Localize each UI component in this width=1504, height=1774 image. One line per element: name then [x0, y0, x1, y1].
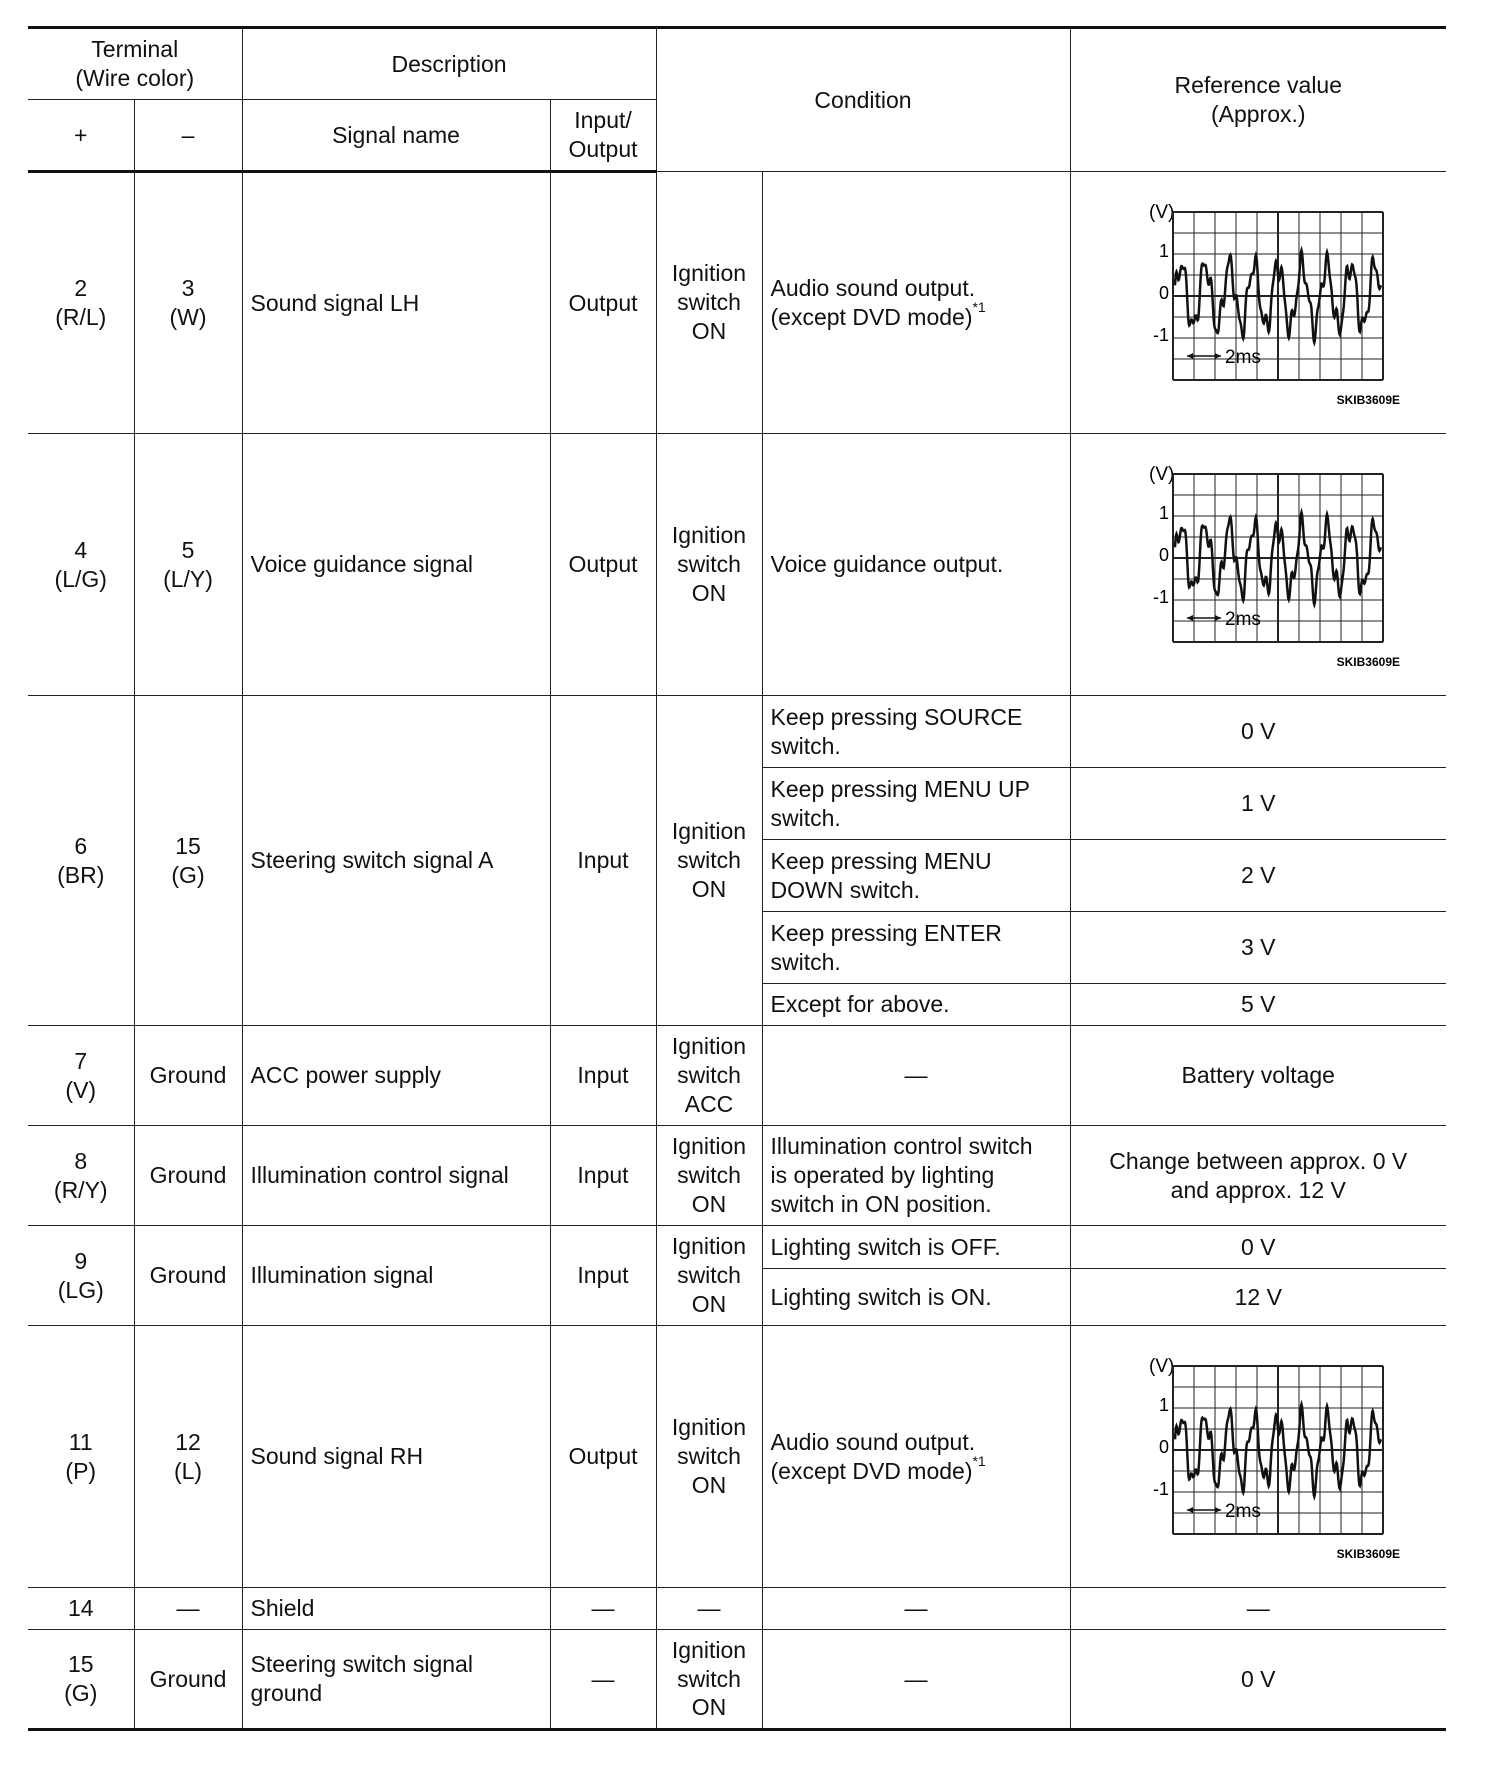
- waveform-cell: [1070, 1326, 1446, 1588]
- condition-text: Except for above.: [762, 984, 1070, 1026]
- ignition-state: Ignition switch ON: [656, 1630, 762, 1730]
- description-header: Description: [242, 28, 656, 100]
- reference-value: Change between approx. 0 V and approx. 12 V: [1070, 1126, 1446, 1226]
- plus-terminal: 8 (R/Y): [28, 1126, 134, 1226]
- waveform-tick: 0: [1159, 282, 1170, 303]
- signal-name: Steering switch signal A: [242, 696, 550, 1026]
- reference-value: 0 V: [1070, 696, 1446, 768]
- plus-terminal: 11 (P): [28, 1326, 134, 1588]
- minus-terminal: 15 (G): [134, 696, 242, 1026]
- waveform-tick: -1: [1153, 586, 1170, 607]
- io-value: Input: [550, 1126, 656, 1226]
- reference-value: 5 V: [1070, 984, 1446, 1026]
- signal-name-header: Signal name: [242, 100, 550, 172]
- figure-code: SKIB3609E: [1336, 1546, 1401, 1561]
- plus-terminal: 7 (V): [28, 1026, 134, 1126]
- plus-header: +: [28, 100, 134, 172]
- condition-text: Audio sound output. (except DVD mode)$^{*1}$: [762, 172, 1070, 434]
- io-value: Output: [550, 1326, 656, 1588]
- plus-terminal: 2 (R/L): [28, 172, 134, 434]
- minus-terminal: —: [134, 1588, 242, 1630]
- waveform-time-label: 2ms: [1225, 346, 1262, 368]
- condition-text: Keep pressing MENU DOWN switch.: [762, 840, 1070, 912]
- plus-terminal: 9 (LG): [28, 1226, 134, 1326]
- condition-text: Voice guidance output.: [762, 434, 1070, 696]
- waveform-unit: (V): [1149, 1355, 1175, 1377]
- reference-value: 0 V: [1070, 1226, 1446, 1269]
- reference-value: Battery voltage: [1070, 1026, 1446, 1126]
- io-value: —: [550, 1588, 656, 1630]
- signal-name: Sound signal LH: [242, 172, 550, 434]
- figure-code: SKIB3609E: [1336, 392, 1401, 407]
- condition-text: Lighting switch is ON.: [762, 1269, 1070, 1326]
- ignition-state: Ignition switch ON: [656, 696, 762, 1026]
- reference-header: Reference value (Approx.): [1070, 28, 1446, 172]
- waveform-tick: 0: [1159, 1436, 1170, 1457]
- condition-text: Illumination control switch is operated by lighting switch in ON position.: [762, 1126, 1070, 1226]
- condition-text: Audio sound output. (except DVD mode)$^{*1}$: [762, 1326, 1070, 1588]
- signal-name: Illumination control signal: [242, 1126, 550, 1226]
- figure-code: SKIB3609E: [1336, 654, 1401, 669]
- minus-terminal: 3 (W): [134, 172, 242, 434]
- ignition-state: Ignition switch ON: [656, 1126, 762, 1226]
- io-value: Output: [550, 434, 656, 696]
- waveform-tick: 1: [1159, 240, 1170, 261]
- reference-value: 12 V: [1070, 1269, 1446, 1326]
- signal-name: ACC power supply: [242, 1026, 550, 1126]
- terminal-spec-table: [28, 26, 1446, 1731]
- time-scale-marker: [1187, 615, 1221, 621]
- waveform-tick: 1: [1159, 502, 1170, 523]
- waveform-cell: [1070, 434, 1446, 696]
- waveform-unit: (V): [1149, 463, 1175, 485]
- table-row: [28, 172, 1446, 434]
- signal-name: Shield: [242, 1588, 550, 1630]
- terminal-header: Terminal (Wire color): [28, 28, 242, 100]
- waveform-tick: -1: [1153, 1478, 1170, 1499]
- io-value: Output: [550, 172, 656, 434]
- io-value: —: [550, 1630, 656, 1730]
- waveform-chart: [1113, 1348, 1403, 1566]
- signal-name: Steering switch signal ground: [242, 1630, 550, 1730]
- condition-text: Lighting switch is OFF.: [762, 1226, 1070, 1269]
- minus-terminal: Ground: [134, 1026, 242, 1126]
- waveform-chart: [1113, 456, 1403, 674]
- minus-terminal: 5 (L/Y): [134, 434, 242, 696]
- ignition-state: Ignition switch ON: [656, 1326, 762, 1588]
- signal-name: Illumination signal: [242, 1226, 550, 1326]
- signal-name: Sound signal RH: [242, 1326, 550, 1588]
- ignition-state: Ignition switch ON: [656, 434, 762, 696]
- table-row: [28, 1630, 1446, 1730]
- time-scale-marker: [1187, 353, 1221, 359]
- condition-text: Keep pressing SOURCE switch.: [762, 696, 1070, 768]
- waveform-chart: [1113, 194, 1403, 412]
- plus-terminal: 15 (G): [28, 1630, 134, 1730]
- reference-value: 0 V: [1070, 1630, 1446, 1730]
- waveform-time-label: 2ms: [1225, 608, 1262, 630]
- reference-value: 3 V: [1070, 912, 1446, 984]
- waveform-time-label: 2ms: [1225, 1500, 1262, 1522]
- signal-name: Voice guidance signal: [242, 434, 550, 696]
- table-row: [28, 1588, 1446, 1630]
- condition-text: Keep pressing MENU UP switch.: [762, 768, 1070, 840]
- io-header: Input/ Output: [550, 100, 656, 172]
- plus-terminal: 6 (BR): [28, 696, 134, 1026]
- ignition-state: Ignition switch ON: [656, 1226, 762, 1326]
- minus-terminal: Ground: [134, 1630, 242, 1730]
- ignition-state: Ignition switch ACC: [656, 1026, 762, 1126]
- table-row: [28, 696, 1446, 768]
- io-value: Input: [550, 1226, 656, 1326]
- minus-terminal: 12 (L): [134, 1326, 242, 1588]
- time-scale-marker: [1187, 1507, 1221, 1513]
- plus-terminal: 14: [28, 1588, 134, 1630]
- reference-value: —: [1070, 1588, 1446, 1630]
- io-value: Input: [550, 1026, 656, 1126]
- waveform-tick: -1: [1153, 324, 1170, 345]
- ignition-state: —: [656, 1588, 762, 1630]
- minus-header: –: [134, 100, 242, 172]
- ignition-state: Ignition switch ON: [656, 172, 762, 434]
- minus-terminal: Ground: [134, 1126, 242, 1226]
- reference-value: 2 V: [1070, 840, 1446, 912]
- condition-text: —: [762, 1026, 1070, 1126]
- waveform-cell: [1070, 172, 1446, 434]
- table-row: [28, 1126, 1446, 1226]
- condition-text: —: [762, 1630, 1070, 1730]
- waveform-unit: (V): [1149, 201, 1175, 223]
- plus-terminal: 4 (L/G): [28, 434, 134, 696]
- table-row: [28, 1026, 1446, 1126]
- condition-header: Condition: [656, 28, 1070, 172]
- waveform-tick: 0: [1159, 544, 1170, 565]
- condition-text: Keep pressing ENTER switch.: [762, 912, 1070, 984]
- io-value: Input: [550, 696, 656, 1026]
- table-row: [28, 1326, 1446, 1588]
- reference-value: 1 V: [1070, 768, 1446, 840]
- condition-text: —: [762, 1588, 1070, 1630]
- table-row: [28, 1226, 1446, 1269]
- table-row: [28, 434, 1446, 696]
- minus-terminal: Ground: [134, 1226, 242, 1326]
- waveform-tick: 1: [1159, 1394, 1170, 1415]
